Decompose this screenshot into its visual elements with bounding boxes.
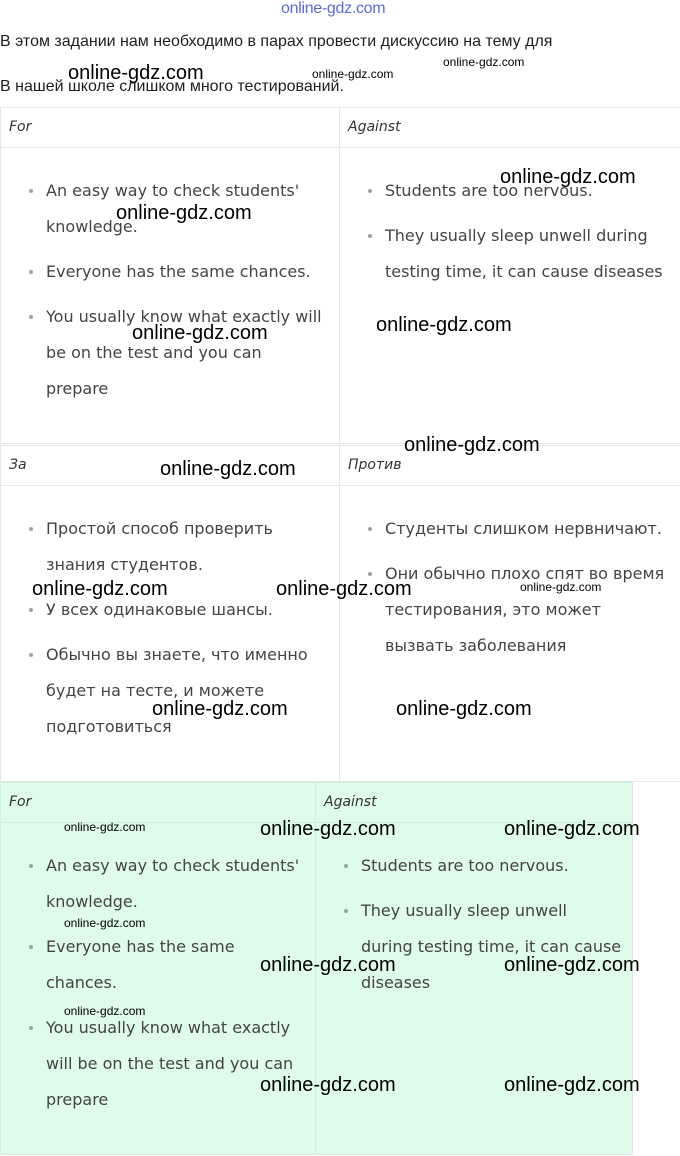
- watermark: online-gdz.com: [152, 698, 288, 720]
- for-list-ru: [46, 511, 331, 745]
- watermark: online-gdz.com: [520, 580, 602, 594]
- watermark: online-gdz.com: [116, 202, 252, 224]
- against-cell: [340, 148, 680, 444]
- watermark: online-gdz.com: [396, 698, 532, 720]
- site-logo[interactable]: online-gdz.com: [281, 0, 386, 17]
- for-cell-green: [1, 823, 316, 1155]
- watermark: online-gdz.com: [68, 62, 204, 84]
- for-cell: [1, 148, 340, 444]
- list-item: They usually sleep unwell during testing time, it can cause diseases: [361, 893, 626, 1001]
- list-item: Students are too nervous.: [361, 848, 626, 884]
- intro-line-2: В нашей школе слишком много тестирований.: [0, 78, 344, 95]
- list-item: У всех одинаковые шансы.: [46, 592, 331, 628]
- list-item: Они обычно плохо спят во время тестирования, это может вызвать заболевания: [385, 556, 674, 664]
- watermark: online-gdz.com: [404, 434, 540, 456]
- against-list-ru: [385, 511, 674, 664]
- header-for-ru: За: [1, 446, 340, 486]
- watermark: online-gdz.com: [312, 67, 394, 81]
- watermark: online-gdz.com: [260, 818, 396, 840]
- arguments-table-ru: [0, 445, 680, 782]
- list-item: Студенты слишком нервничают.: [385, 511, 674, 547]
- watermark: online-gdz.com: [64, 820, 146, 834]
- for-list: [46, 173, 331, 407]
- list-item: An easy way to check students' knowledge.: [46, 173, 331, 245]
- watermark: online-gdz.com: [376, 314, 512, 336]
- watermark: online-gdz.com: [64, 916, 146, 930]
- watermark: online-gdz.com: [132, 322, 268, 344]
- watermark: online-gdz.com: [32, 578, 168, 600]
- for-list-green: [46, 848, 307, 1118]
- header-against: Against: [340, 108, 680, 148]
- watermark: online-gdz.com: [260, 1074, 396, 1096]
- list-item: You usually know what exactly will be on the test and you can prepare: [46, 299, 331, 407]
- watermark: online-gdz.com: [504, 1074, 640, 1096]
- watermark: online-gdz.com: [504, 818, 640, 840]
- header-against-ru: Против: [340, 446, 680, 486]
- list-item: Простой способ проверить знания студентов.: [46, 511, 331, 583]
- list-item: Everyone has the same chances.: [46, 929, 307, 1001]
- watermark: online-gdz.com: [64, 1004, 146, 1018]
- watermark: online-gdz.com: [160, 458, 296, 480]
- list-item: An easy way to check students' knowledge.: [46, 848, 307, 920]
- for-cell-ru: [1, 486, 340, 782]
- header-for-green: For: [1, 783, 316, 823]
- against-list-green: [361, 848, 626, 1001]
- against-cell-green: [316, 823, 633, 1155]
- header-for: For: [1, 108, 340, 148]
- watermark: online-gdz.com: [260, 954, 396, 976]
- watermark: online-gdz.com: [504, 954, 640, 976]
- list-item: You usually know what exactly will be on the test and you can prepare: [46, 1010, 307, 1118]
- watermark: online-gdz.com: [443, 55, 525, 69]
- watermark: online-gdz.com: [276, 578, 412, 600]
- against-list: [385, 173, 674, 290]
- against-cell-ru: [340, 486, 680, 782]
- list-item: Everyone has the same chances.: [46, 254, 331, 290]
- list-item: Обычно вы знаете, что именно будет на тесте, и можете подготовиться: [46, 637, 331, 745]
- arguments-table-green: [0, 782, 633, 1155]
- intro-line-1: В этом задании нам необходимо в парах провести дискуссию на тему для: [0, 33, 553, 50]
- list-item: They usually sleep unwell during testing time, it can cause diseases: [385, 218, 674, 290]
- list-item: Students are too nervous.: [385, 173, 674, 209]
- watermark: online-gdz.com: [500, 166, 636, 188]
- header-against-green: Against: [316, 783, 633, 823]
- arguments-table-en: [0, 107, 680, 444]
